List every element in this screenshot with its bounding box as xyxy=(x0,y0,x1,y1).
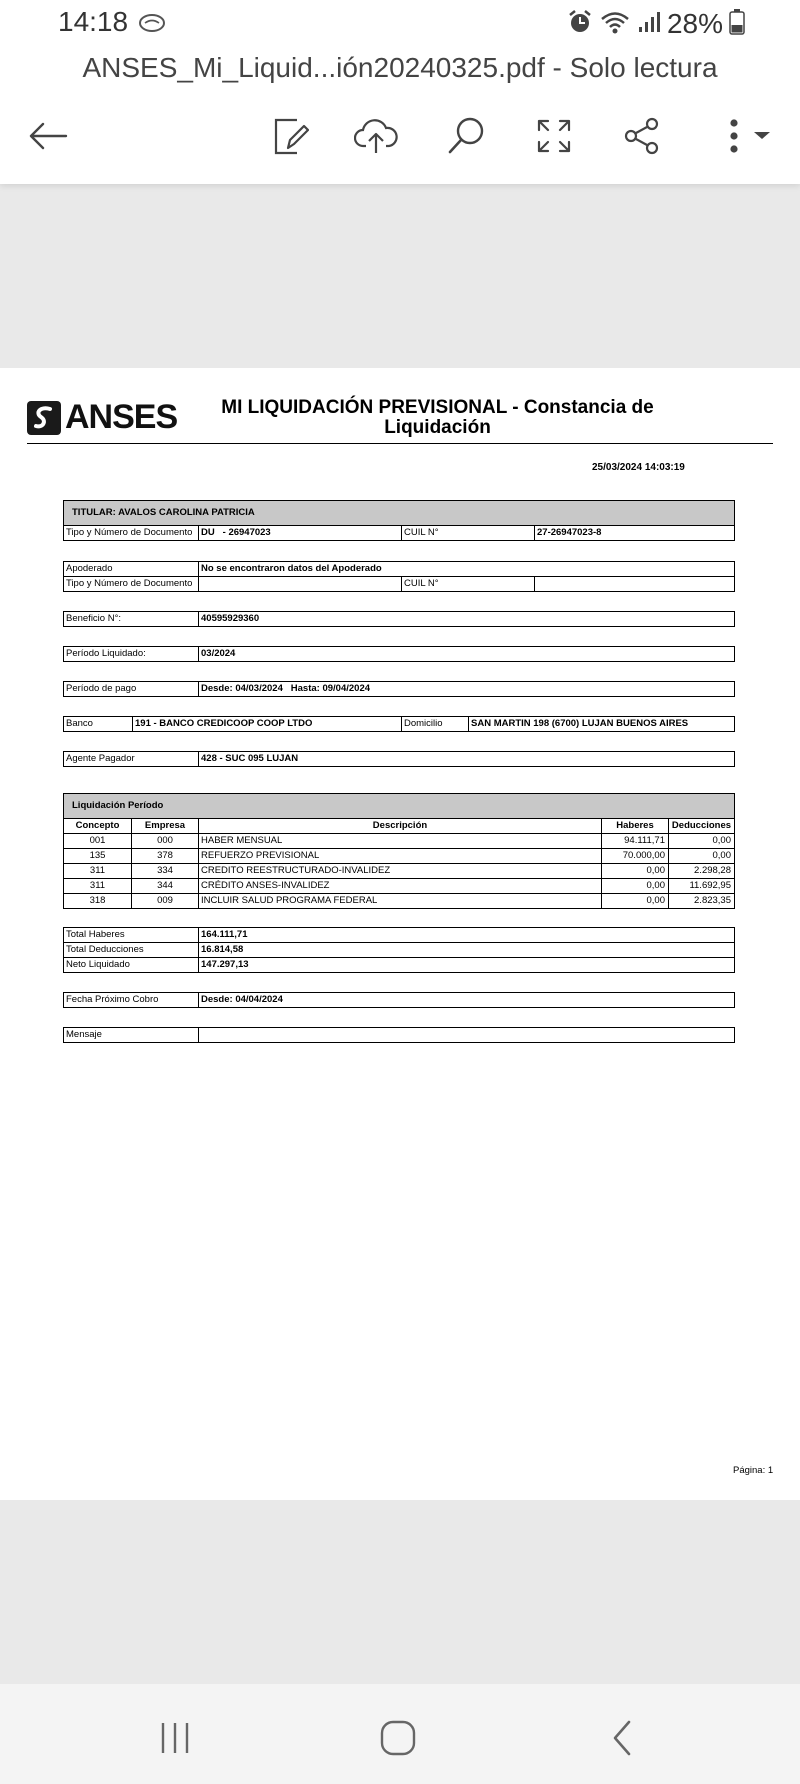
cell-concepto: 318 xyxy=(89,895,106,906)
liquidacion-table xyxy=(63,793,735,909)
page-number: Página: 1 xyxy=(733,1465,774,1476)
back-icon[interactable] xyxy=(598,1714,646,1762)
banco-label: Banco xyxy=(66,718,93,729)
signal-icon xyxy=(637,10,661,39)
table-row xyxy=(64,878,734,893)
apoderado-cuil-value xyxy=(534,577,734,591)
system-nav-bar xyxy=(0,1684,800,1784)
proximo-cobro-value: Desde: 04/04/2024 xyxy=(198,993,734,1007)
col-descripcion: Descripción xyxy=(198,819,601,833)
table-row xyxy=(64,893,734,908)
total-haberes-label: Total Haberes xyxy=(66,929,125,940)
cell-haberes: 0,00 xyxy=(601,864,668,878)
apoderado-section xyxy=(63,561,735,592)
mensaje-value xyxy=(198,1028,734,1042)
beneficio-row xyxy=(64,612,734,626)
total-deducciones-label: Total Deducciones xyxy=(66,944,144,955)
chat-bubble-icon xyxy=(138,12,166,39)
cell-haberes: 94.111,71 xyxy=(601,834,668,848)
periodo-pago-value: Desde: 04/03/2024 Hasta: 09/04/2024 xyxy=(198,682,734,696)
battery-icon xyxy=(729,9,745,40)
table-row xyxy=(64,863,734,878)
cell-deducciones: 11.692,95 xyxy=(668,879,734,893)
titular-cuil-value: 27-26947023-8 xyxy=(534,526,734,540)
cell-empresa: 378 xyxy=(131,849,198,863)
titular-section xyxy=(63,500,735,541)
cell-haberes: 0,00 xyxy=(601,894,668,908)
cell-concepto: 311 xyxy=(89,865,106,876)
apoderado-value: No se encontraron datos del Apoderado xyxy=(198,562,734,576)
col-haberes: Haberes xyxy=(601,819,668,833)
neto-row xyxy=(64,957,734,972)
recent-apps-icon[interactable] xyxy=(151,1714,199,1762)
beneficio-section xyxy=(63,611,735,627)
mensaje-section xyxy=(63,1027,735,1043)
anses-logo-mark xyxy=(27,401,61,435)
liquidacion-column-headers xyxy=(64,819,734,833)
search-icon[interactable] xyxy=(442,112,490,160)
apoderado-doc-value xyxy=(198,577,401,591)
battery-percent: 28% xyxy=(666,8,723,39)
status-time: 14:18 xyxy=(58,6,129,37)
status-bar xyxy=(0,0,800,48)
edit-icon[interactable] xyxy=(266,112,314,160)
mensaje-row xyxy=(64,1028,734,1042)
toolbar xyxy=(0,108,800,164)
titular-row xyxy=(64,526,734,540)
pdf-page xyxy=(0,368,800,1500)
cell-empresa: 009 xyxy=(131,894,198,908)
cell-empresa: 334 xyxy=(131,864,198,878)
neto-label: Neto Liquidado xyxy=(66,959,130,970)
cell-empresa: 344 xyxy=(131,879,198,893)
beneficio-value: 40595929360 xyxy=(198,612,734,626)
apoderado-cuil-label: CUIL N° xyxy=(401,577,534,591)
agente-value: 428 - SUC 095 LUJAN xyxy=(198,752,734,766)
document-title: ANSES_Mi_Liquid...ión20240325.pdf - Solo lectura xyxy=(82,52,718,83)
col-deducciones: Deducciones xyxy=(668,819,734,833)
cell-deducciones: 0,00 xyxy=(668,834,734,848)
banco-row xyxy=(64,717,734,731)
banco-section xyxy=(63,716,735,732)
mensaje-label: Mensaje xyxy=(66,1029,102,1040)
proximo-cobro-label: Fecha Próximo Cobro xyxy=(66,994,159,1005)
fullscreen-icon[interactable] xyxy=(530,112,578,160)
cell-deducciones: 0,00 xyxy=(668,849,734,863)
cell-haberes: 0,00 xyxy=(601,879,668,893)
periodo-pago-section xyxy=(63,681,735,697)
periodo-pago-row xyxy=(64,682,734,696)
beneficio-label: Beneficio N°: xyxy=(66,613,122,624)
periodo-liquidado-value: 03/2024 xyxy=(198,647,734,661)
agente-section xyxy=(63,751,735,767)
cell-descripcion: INCLUIR SALUD PROGRAMA FEDERAL xyxy=(198,894,601,908)
liquidacion-header: Liquidación Período xyxy=(64,794,734,819)
back-arrow-icon[interactable] xyxy=(24,112,72,160)
cell-descripcion: HABER MENSUAL xyxy=(198,834,601,848)
periodo-liquidado-label: Período Liquidado: xyxy=(66,648,146,659)
issue-timestamp: 25/03/2024 14:03:19 xyxy=(592,462,685,473)
table-row xyxy=(64,833,734,848)
home-icon[interactable] xyxy=(374,1714,422,1762)
periodo-pago-label: Período de pago xyxy=(66,683,137,694)
alarm-icon xyxy=(567,9,593,40)
cell-descripcion: REFUERZO PREVISIONAL xyxy=(198,849,601,863)
cell-deducciones: 2.823,35 xyxy=(668,894,734,908)
apoderado-doc-row xyxy=(64,576,734,591)
agente-label: Agente Pagador xyxy=(66,753,135,764)
wifi-icon xyxy=(599,9,631,40)
proximo-cobro-section xyxy=(63,992,735,1008)
col-empresa: Empresa xyxy=(131,819,198,833)
total-haberes-row xyxy=(64,928,734,942)
total-deducciones-row xyxy=(64,942,734,957)
cloud-upload-icon[interactable] xyxy=(352,112,400,160)
titular-header: TITULAR: AVALOS CAROLINA PATRICIA xyxy=(64,501,734,526)
agente-row xyxy=(64,752,734,766)
cell-haberes: 70.000,00 xyxy=(601,849,668,863)
apoderado-doc-label: Tipo y Número de Documento xyxy=(66,578,193,589)
cell-empresa: 000 xyxy=(131,834,198,848)
cell-concepto: 135 xyxy=(89,850,106,861)
anses-logo xyxy=(27,398,177,437)
neto-value: 147.297,13 xyxy=(198,958,734,972)
total-haberes-value: 164.111,71 xyxy=(198,928,734,942)
apoderado-label: Apoderado xyxy=(66,563,113,574)
cell-concepto: 311 xyxy=(89,880,106,891)
apoderado-row xyxy=(64,562,734,576)
titular-doc-value: DU - 26947023 xyxy=(198,526,401,540)
total-deducciones-value: 16.814,58 xyxy=(198,943,734,957)
periodo-liquidado-row xyxy=(64,647,734,661)
cell-descripcion: CREDITO REESTRUCTURADO-INVALIDEZ xyxy=(198,864,601,878)
cell-descripcion: CRÉDITO ANSES-INVALIDEZ xyxy=(198,879,601,893)
cell-concepto: 001 xyxy=(89,835,106,846)
more-menu-icon[interactable] xyxy=(714,112,778,160)
proximo-cobro-row xyxy=(64,993,734,1007)
titular-doc-label: Tipo y Número de Documento xyxy=(66,527,193,538)
app-header xyxy=(0,0,800,184)
domicilio-value: SAN MARTIN 198 (6700) LUJAN BUENOS AIRES xyxy=(468,717,734,731)
cell-deducciones: 2.298,28 xyxy=(668,864,734,878)
titular-cuil-label: CUIL N° xyxy=(401,526,534,540)
totales-section xyxy=(63,927,735,973)
status-right-icons xyxy=(567,8,745,40)
share-icon[interactable] xyxy=(618,112,666,160)
page-title: MI LIQUIDACIÓN PREVISIONAL - Constancia de Liquidación xyxy=(221,397,654,438)
periodo-liquidado-section xyxy=(63,646,735,662)
table-row xyxy=(64,848,734,863)
banco-value: 191 - BANCO CREDICOOP COOP LTDO xyxy=(132,717,401,731)
domicilio-label: Domicilio xyxy=(401,717,468,731)
logo-text: ANSES xyxy=(65,398,178,436)
col-concepto: Concepto xyxy=(75,820,120,831)
title-divider xyxy=(27,443,773,444)
